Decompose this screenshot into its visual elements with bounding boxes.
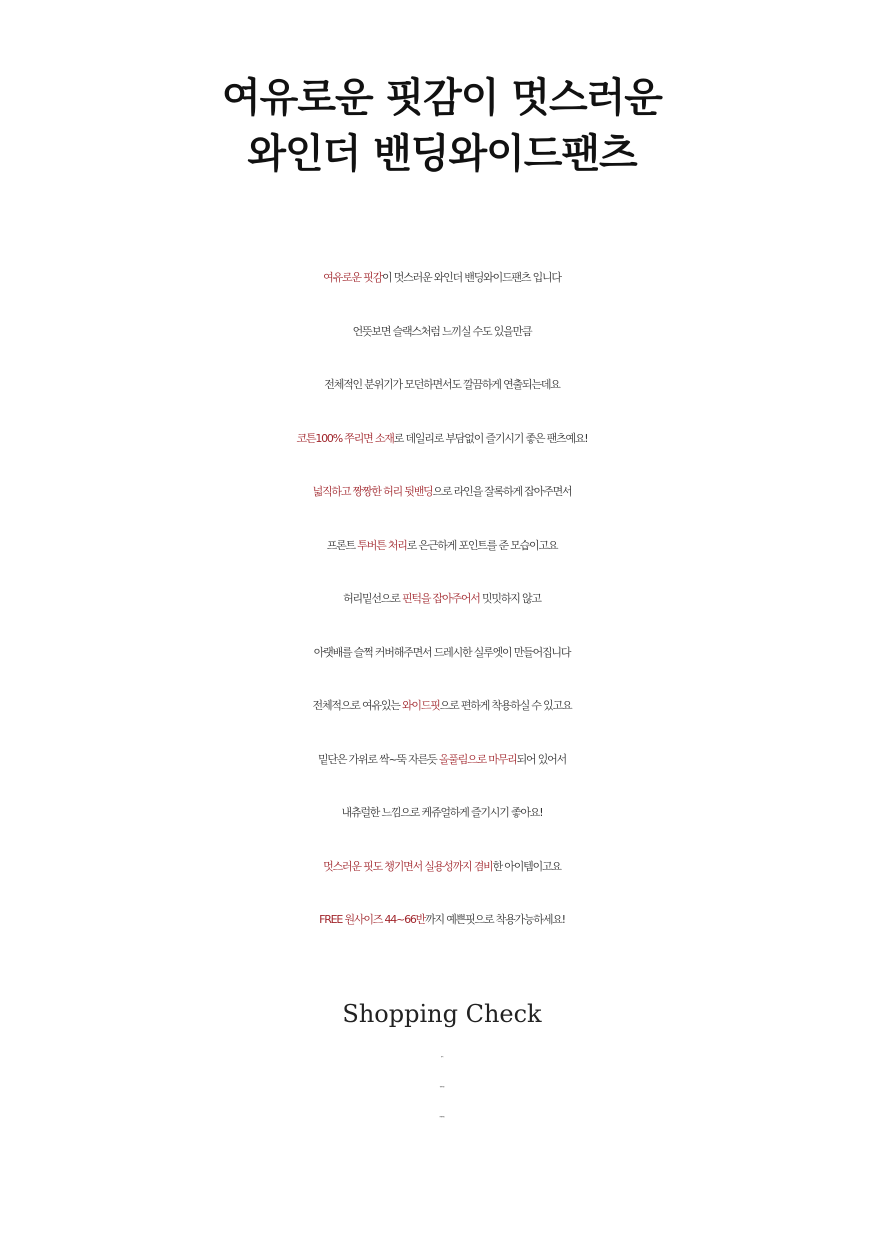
description-line xyxy=(0,362,884,416)
description-text: 아랫배를 슬쩍 커버해주면서 드레시한 실루엣이 만들어집니다 xyxy=(313,645,571,659)
description-line xyxy=(0,630,884,684)
shopping-check-line xyxy=(0,1042,884,1072)
shopping-check-line xyxy=(0,1072,884,1102)
description-line xyxy=(0,416,884,470)
description-text: 되어 있어서 xyxy=(516,752,567,766)
shopping-check-notice xyxy=(0,1042,884,1132)
description-highlight: 와이드핏 xyxy=(401,699,440,712)
description-line xyxy=(0,737,884,791)
description-text: 이 멋스러운 와인더 밴딩와이드팬츠 입니다 xyxy=(382,271,561,284)
description-text: 밋밋하지 않고 xyxy=(479,592,541,605)
product-description xyxy=(0,255,884,951)
description-highlight: 코튼100% 쭈리면 소재 xyxy=(296,431,394,445)
description-line xyxy=(0,469,884,523)
description-text: 으로 라인을 잘록하게 잡아주면서 xyxy=(432,485,572,498)
description-highlight: 올풀림으로 마무리 xyxy=(438,752,517,766)
description-highlight: 여유로운 핏감 xyxy=(323,271,382,284)
description-text: 으로 편하게 착용하실 수 있고요 xyxy=(439,699,572,712)
description-highlight: 핀턱을 잡아주어서 xyxy=(401,592,480,605)
description-text: 프론트 xyxy=(326,538,358,552)
description-highlight: 투버튼 처리 xyxy=(357,538,407,552)
description-line xyxy=(0,309,884,363)
description-line xyxy=(0,844,884,898)
product-title-line-1: 여유로운 핏감이 멋스러운 xyxy=(222,75,662,121)
description-text: 전체적으로 여유있는 xyxy=(312,699,402,712)
shopping-check-title: Shopping Check xyxy=(342,1000,542,1028)
description-line xyxy=(0,523,884,577)
description-line xyxy=(0,790,884,844)
description-line xyxy=(0,255,884,309)
product-title xyxy=(0,70,884,182)
description-text: 내츄럴한 느낌으로 케쥬얼하게 즐기시기 좋아요! xyxy=(341,806,543,819)
description-highlight: 넓직하고 짱짱한 허리 뒷밴딩 xyxy=(312,485,433,498)
description-line xyxy=(0,683,884,737)
description-text: 전체적인 분위기가 모던하면서도 깔끔하게 연출되는데요 xyxy=(324,378,560,391)
description-line xyxy=(0,576,884,630)
description-line xyxy=(0,897,884,951)
description-text: 밑단은 가위로 싹~뚝 자른듯 xyxy=(317,752,439,766)
description-text: 한 아이템이고요 xyxy=(492,859,561,873)
description-text: 로 은근하게 포인트를 준 모습이고요 xyxy=(406,538,558,552)
shopping-check-line xyxy=(0,1102,884,1132)
description-text: 언뜻보면 슬랙스처럼 느끼실 수도 있을만큼 xyxy=(352,324,532,338)
description-text: 까지 예쁜핏으로 착용가능하세요! xyxy=(425,913,565,926)
description-text: 로 데일리로 부담없이 즐기시기 좋은 팬츠예요! xyxy=(393,431,588,445)
description-highlight: 멋스러운 핏도 챙기면서 실용성까지 겸비 xyxy=(323,859,493,873)
product-title-line-2: 와인더 밴딩와이드팬츠 xyxy=(247,131,637,177)
description-text: 허리밑선으로 xyxy=(343,592,402,605)
description-highlight: FREE 원사이즈 44~66반 xyxy=(319,913,426,926)
